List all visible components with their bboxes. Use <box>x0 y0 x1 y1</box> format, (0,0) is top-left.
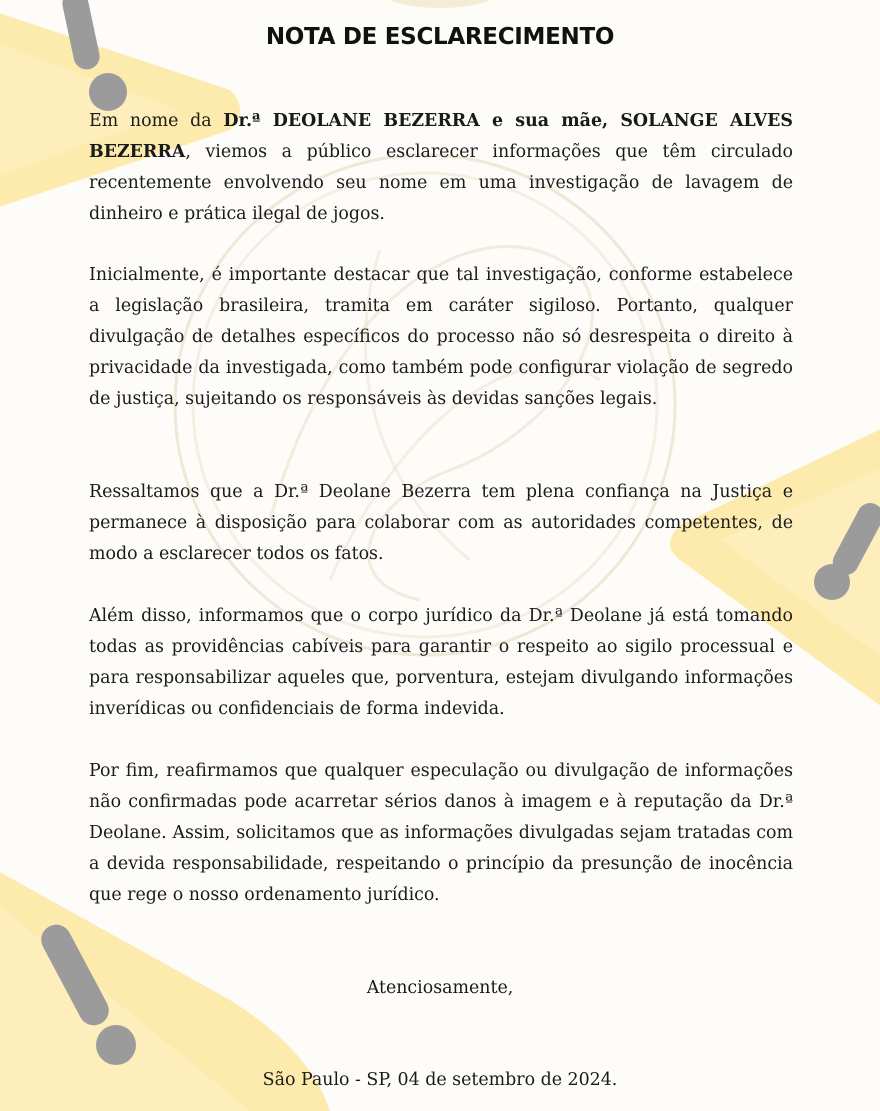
paragraph-intro-lead: Em nome da <box>89 111 224 131</box>
paragraph-confidentiality: Inicialmente, é importante destacar que tal investigação, conforme estabelece a legislação brasileira, tramita em caráter sigiloso. Portanto, qualquer divulgação de detalhes específicos do processo não só desrespeita o direito à privacidade da investigada, como também pode configurar violação de segredo de justiça, sujeitando os responsáveis às devidas sanções legais. <box>89 265 793 409</box>
document-title: NOTA DE ESCLARECIMENTO <box>265 24 615 50</box>
paragraph-intro-names: Dr.ª DEOLANE BEZERRA e sua mãe, SOLANGE ALVES BEZERRA <box>89 111 793 162</box>
place-and-date: São Paulo - SP, 04 de setembro de 2024. <box>262 1070 618 1090</box>
paragraph-legal-measures: Além disso, informamos que o corpo jurídico da Dr.ª Deolane já está tomando todas as providências cabíveis para garantir o respeito ao sigilo processual e para responsabilizar aqueles que, porventura, estejam divulgando informações inverídicas ou confidenciais de forma indevida. <box>89 606 793 719</box>
paragraph-cooperation: Ressaltamos que a Dr.ª Deolane Bezerra tem plena confiança na Justiça e permanece à disposição para colaborar com as autoridades competentes, de modo a esclarecer todos os fatos. <box>89 482 793 564</box>
paragraph-intro-rest: , viemos a público esclarecer informações que têm circulado recentemente envolvendo seu nome em uma investigação de lavagem de dinheiro e prática ilegal de jogos. <box>89 142 793 224</box>
paragraph-intro <box>89 106 793 230</box>
closing-salutation: Atenciosamente, <box>366 978 514 998</box>
paragraph-conclusion: Por fim, reafirmamos que qualquer especulação ou divulgação de informações não confirmadas pode acarretar sérios danos à imagem e à reputação da Dr.ª Deolane. Assim, solicitamos que as informações divulgadas sejam tratadas com a devida responsabilidade, respeitando o princípio da presunção de inocência que rege o nosso ordenamento jurídico. <box>89 761 793 905</box>
